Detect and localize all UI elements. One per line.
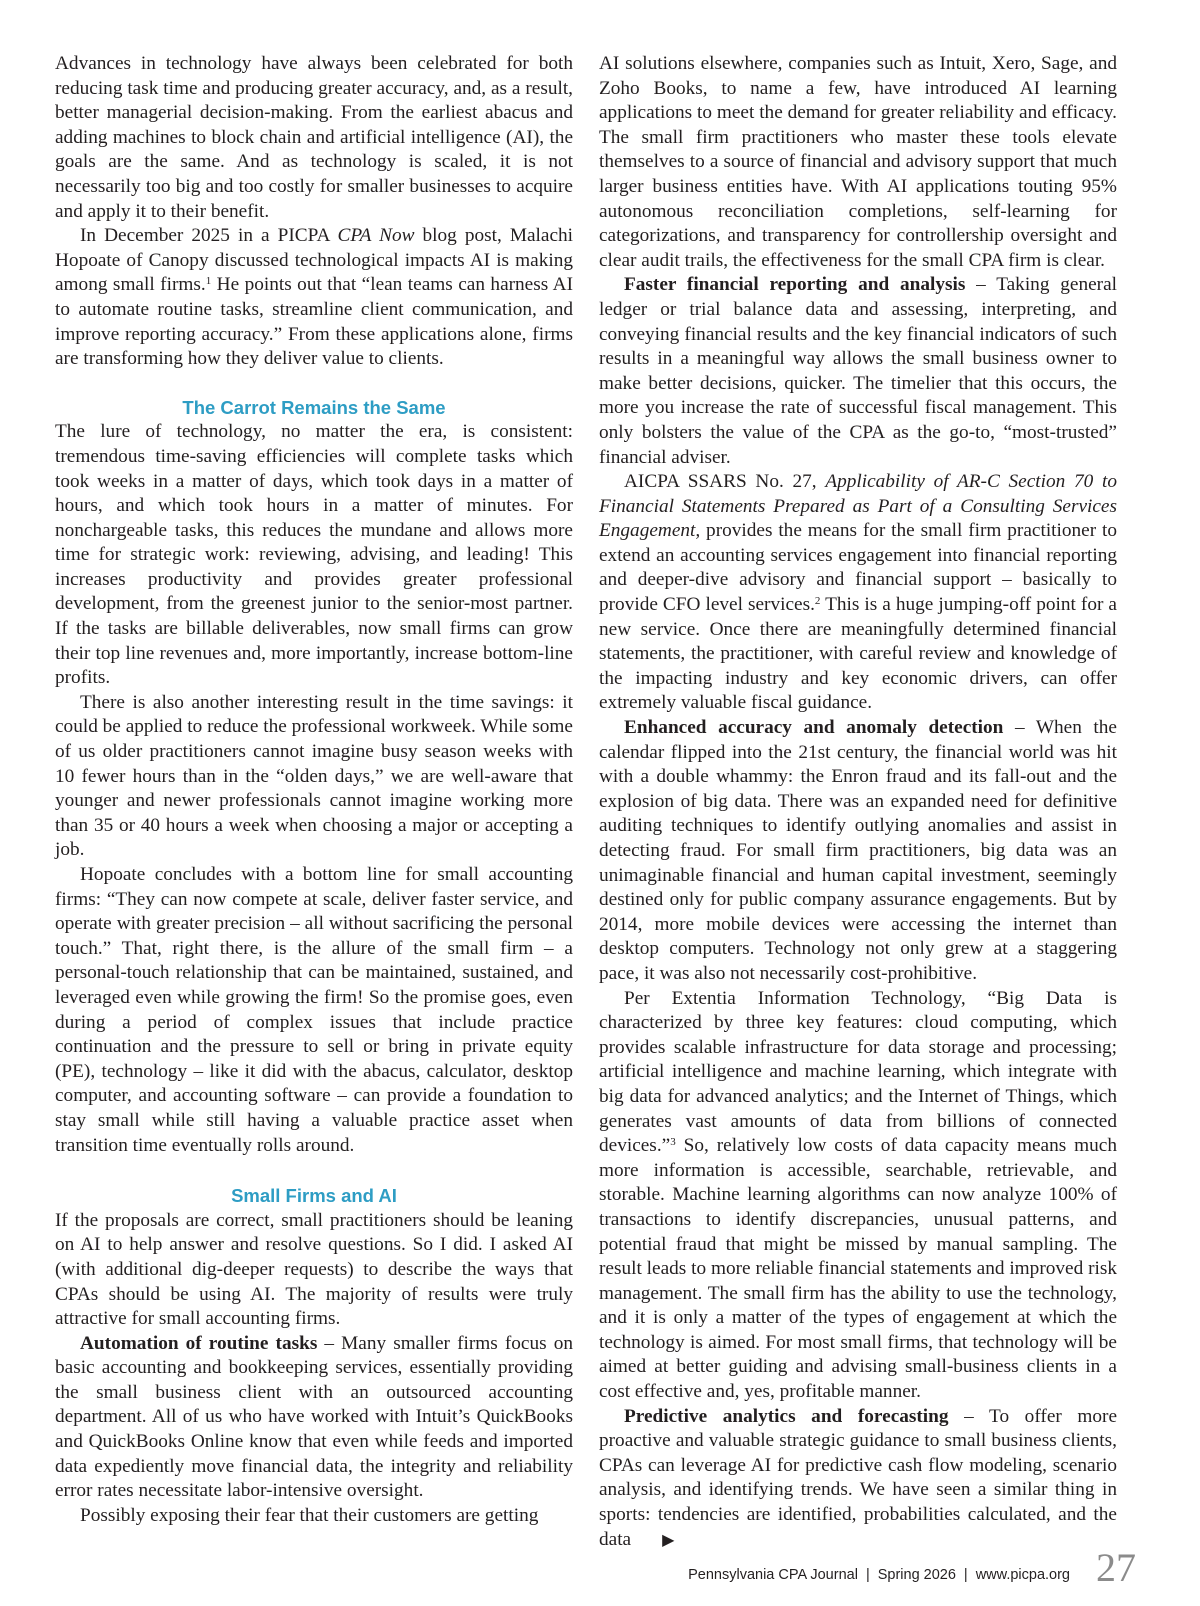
text-run: provides the means for the small firm practitioner to extend an accounting services engagement into financial reporting and deeper-dive advisory and financial support – basically to provide CFO level services. xyxy=(599,520,1117,616)
issue-date: Spring 2026 xyxy=(877,1567,956,1583)
continued-arrow-icon: ▶ xyxy=(662,1529,675,1549)
standard-title: Applicability of AR-C Section 70 to Financial Statements Prepared as Part of a Consulting Services Engagement, xyxy=(599,471,1117,542)
paragraph-workweek: There is also another interesting result in the time savings: it could be applied to reduce the professional workweek. While some of us older practitioners cannot imagine busy season weeks with 10 fewer hours than in the “olden days,” we are well-aware that younger and newer professionals cannot imagine working more than 35 or 40 hours a week when choosing a major or accepting a job. xyxy=(55,691,573,861)
paragraph-lure: The lure of technology, no matter the era, is consistent: tremendous time-saving efficiencies will complete tasks which took weeks in a matter of days, which took days in a matter of hours, and which took hours in a matter of minutes. For nonchargeable tasks, this reduces the mundane and allows more time for strategic work: reviewing, advising, and leading! This increases productivity and provides greater professional development, from the greenest junior to the senior-most partner. If the tasks are billable deliverables, now small firms can grow their top line revenues and, more importantly, increase bottom-line profits. xyxy=(55,421,573,689)
paragraph-intro: Advances in technology have always been celebrated for both reducing task time and producing greater accuracy, and, as a result, better managerial decision-making. From the earliest abacus and adding machines to block chain and artificial intelligence (AI), the goals are the same. And as technology is scaled, it is not necessarily too big and too costly for smaller businesses to acquire and apply it to their benefit. xyxy=(55,53,573,222)
paragraph-cpa-now xyxy=(55,224,573,372)
footer-separator: | xyxy=(865,1567,870,1583)
text-run: blog post, Malachi Hopoate of Canopy discussed technological impacts AI is making among small firms. xyxy=(55,225,574,296)
paragraph-ssars xyxy=(599,470,1117,716)
footnote-ref-3: 3 xyxy=(670,1136,676,1149)
text-run: He points out that “lean teams can harness AI to automate routine tasks, streamline client communication, and improve reporting accuracy.” From these applications alone, firms are transforming how they deliver value to clients. xyxy=(55,274,573,370)
text-run: – To offer more proactive and valuable strategic guidance to small business clients, CPAs can leverage AI for predictive cash flow modeling, scenario analysis, and identifying trends. We have seen a similar thing in sports: tendencies are identified, probabilities calculated, and the data xyxy=(599,1405,1118,1550)
paragraph-fear: Possibly exposing their fear that their customers are getting xyxy=(80,1504,539,1526)
run-in-heading: Automation of routine tasks xyxy=(80,1332,318,1354)
text-run: In December 2025 in a PICPA xyxy=(80,225,338,247)
text-run: – Taking general ledger or trial balance data and assessing, interpreting, and conveying financial results and the key financial indicators of such results in a meaningful way allows the small business owner to make better decisions, quicker. The timelier that this occurs, the more you increase the rate of successful fiscal management. This only bolsters the value of the CPA as the go-to, “most-trusted” financial adviser. xyxy=(599,274,1117,468)
website-link[interactable]: www.picpa.org xyxy=(975,1567,1070,1583)
run-in-heading: Faster financial reporting and analysis xyxy=(624,274,966,296)
run-in-heading: Enhanced accuracy and anomaly detection xyxy=(624,717,1004,739)
paragraph-hopoate: Hopoate concludes with a bottom line for small accounting firms: “They can now compete at scale, deliver faster service, and operate with greater precision – all without sacrificing the personal touch.” That, right there, is the allure of the small firm – a personal-touch relationship that can be maintained, sustained, and leveraged even while growing the firm! So the promise goes, even during a period of complex issues that include practice continuation and the pressure to sell or bring in private equity (PE), technology – like it did with the abacus, calculator, desktop computer, and accounting software – can provide a foundation to stay small while still having a valuable practice asset when transition time eventually rolls around. xyxy=(55,864,573,1156)
footer-separator: | xyxy=(963,1567,968,1583)
text-run: This is a huge jumping-off point for a new service. Once there are meaningfully determined financial statements, the practitioner, with careful review and knowledge of the impacting industry and key economic drivers, can offer extremely valuable fiscal guidance. xyxy=(599,594,1117,714)
text-run: – When the calendar flipped into the 21st century, the financial world was hit with a double whammy: the Enron fraud and its fall-out and the explosion of big data. There was an expanded need for definitive auditing techniques to identify outlying anomalies and assist in detecting fraud. For small firm practitioners, big data was an unimaginable financial and human capital investment, seemingly destined only for public company assurance engagements. But by 2014, more mobile devices were accessing the internet than desktop computers. Technology not only grew at a staggering pace, it was also not necessarily cost-prohibitive. xyxy=(599,717,1117,984)
paragraph-automation xyxy=(55,1332,573,1504)
paragraph-extentia xyxy=(599,987,1117,1405)
text-run: So, relatively low costs of data capacity means much more information is accessible, searchable, retrievable, and storable. Machine learning algorithms can now analyze 100% of transactions to identify discrepancies, unusual patterns, and potential fraud that might be missed by manual sampling. The result leads to more reliable financial statements and improved risk management. The small firm has the ability to use the technology, and it is only a matter of the types of engagement at which the technology is aimed. For most small firms, that technology will be aimed at better guiding and advising small-business clients in a cost effective and, yes, profitable manner. xyxy=(599,1135,1117,1403)
footnote-ref-2: 2 xyxy=(814,595,821,608)
right-column xyxy=(599,52,1117,1552)
section-heading-carrot: The Carrot Remains the Same xyxy=(182,396,446,418)
text-run: AICPA SSARS No. 27, xyxy=(624,471,826,493)
text-run: Per Extentia Information Technology, “Big Data is characterized by three key features: cloud computing, which provides scalable infrastructure for data storage and processing; artificial intelligence and machine learning, which integrate with big data for advanced analytics; and the Internet of Things, which generates vast amounts of data from billions of connected devices.” xyxy=(599,987,1117,1157)
publication-title: CPA Now xyxy=(337,225,415,247)
text-run: – Many smaller firms focus on basic accounting and bookkeeping services, essentially providing the small business client with an outsourced accounting department. All of us who have worked with Intuit’s QuickBooks and QuickBooks Online know that even while feeds and imported data expediently move financial data, the integrity and reliability error rates necessitate labor-intensive oversight. xyxy=(55,1332,574,1502)
page-footer xyxy=(688,1567,1070,1583)
section-heading-small-firms: Small Firms and AI xyxy=(231,1185,397,1207)
paragraph-ai-solutions: AI solutions elsewhere, companies such as Intuit, Xero, Sage, and Zoho Books, to name a few, have introduced AI learning applications to meet the demand for greater reliability and efficacy. The small firm practitioners who master these tools elevate themselves to a source of financial and advisory support that much larger business entities have. With AI applications touting 95% autonomous reconciliation completions, self-learning for categorizations, and transparency for controllership oversight and clear audit trails, the effectiveness for the small CPA firm is clear. xyxy=(599,53,1117,271)
paragraph-reporting xyxy=(599,273,1117,470)
footnote-ref-1: 1 xyxy=(205,275,212,288)
paragraph-anomaly xyxy=(599,716,1117,987)
paragraph-proposals: If the proposals are correct, small practitioners should be leaning on AI to help answer and resolve questions. So I did. I asked AI (with additional dig-deeper requests) to describe the ways that CPAs should be using AI. The majority of results were truly attractive for small accounting firms. xyxy=(55,1209,573,1330)
left-column xyxy=(55,52,573,1528)
journal-name: Pennsylvania CPA Journal xyxy=(688,1567,858,1583)
run-in-heading: Predictive analytics and forecasting xyxy=(624,1405,949,1427)
page-number: 27 xyxy=(1096,1545,1136,1590)
paragraph-predictive xyxy=(599,1405,1117,1553)
